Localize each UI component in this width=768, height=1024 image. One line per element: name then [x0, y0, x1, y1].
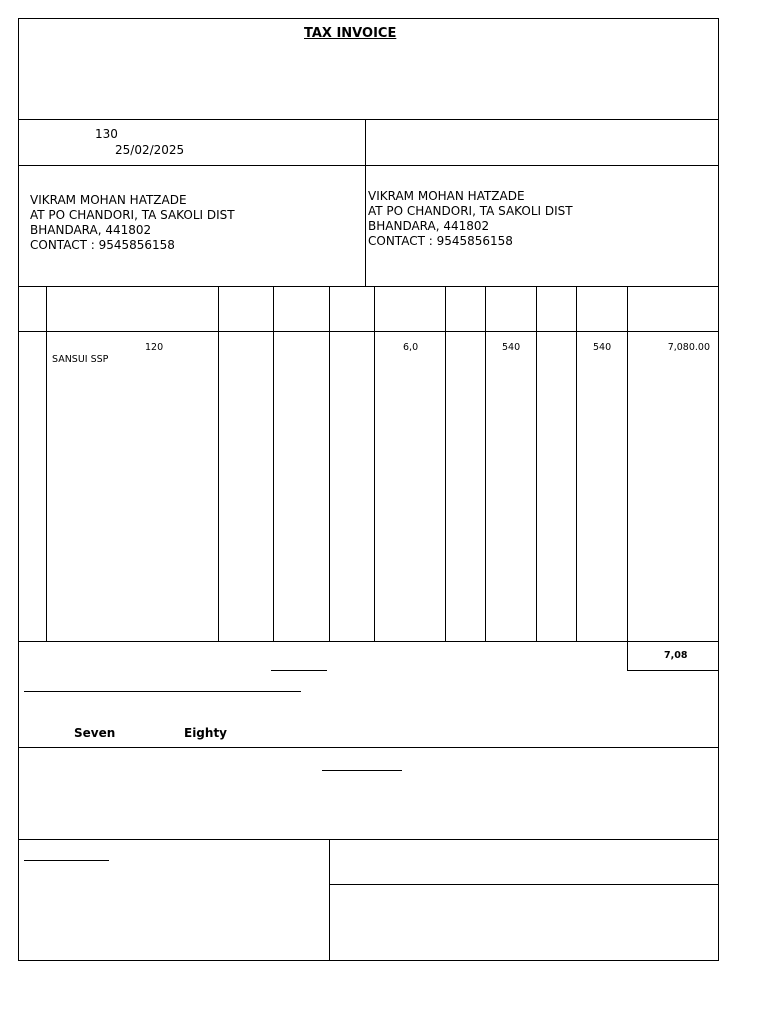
- footer-divider-signature: [329, 884, 719, 885]
- ship-to-address: [368, 189, 573, 249]
- amount-words-2: Eighty: [184, 726, 228, 740]
- table-col-line: [329, 286, 330, 641]
- ship-to-line-2: AT PO CHANDORI, TA SAKOLI DIST: [368, 204, 573, 218]
- table-col-line: [445, 286, 446, 641]
- grand-total: 7,08: [664, 650, 688, 661]
- item-hsn: 120: [145, 342, 164, 353]
- divider-address-vertical: [365, 119, 366, 286]
- ship-to-name: VIKRAM MOHAN HATZADE: [368, 189, 525, 203]
- footer-divider-vertical: [329, 839, 330, 961]
- table-col-line: [46, 286, 47, 641]
- bill-to-contact: CONTACT : 9545856158: [30, 238, 175, 252]
- underline: [322, 770, 402, 771]
- item-amount: 7,080.00: [667, 342, 710, 353]
- invoice-number: 130: [95, 127, 118, 141]
- divider-invoice-info: [18, 165, 719, 166]
- amount-words-1: Seven: [74, 726, 116, 740]
- underline: [271, 670, 327, 671]
- ship-to-line-3: BHANDARA, 441802: [368, 219, 490, 233]
- table-col-line: [627, 286, 628, 641]
- underline: [24, 860, 109, 861]
- invoice-title: TAX INVOICE: [304, 26, 397, 41]
- invoice-date: 25/02/2025: [115, 143, 185, 157]
- divider-table-body: [18, 641, 719, 642]
- table-col-line: [374, 286, 375, 641]
- bill-to-line-2: AT PO CHANDORI, TA SAKOLI DIST: [30, 208, 235, 222]
- item-description: SANSUI SSP: [52, 354, 109, 365]
- table-col-line: [536, 286, 537, 641]
- item-tax-a: 540: [502, 342, 521, 353]
- table-col-line: [576, 286, 577, 641]
- divider-address: [18, 286, 719, 287]
- table-col-line: [273, 286, 274, 641]
- bill-to-address: [30, 193, 235, 253]
- total-box-line: [627, 641, 628, 670]
- bill-to-line-3: BHANDARA, 441802: [30, 223, 152, 237]
- table-col-line: [218, 286, 219, 641]
- invoice-frame: [18, 18, 719, 961]
- divider-words: [18, 747, 719, 748]
- item-rate: 6,0: [403, 342, 419, 353]
- table-col-line: [485, 286, 486, 641]
- item-tax-b: 540: [593, 342, 612, 353]
- divider-table-header: [18, 331, 719, 332]
- divider-header: [18, 119, 719, 120]
- bill-to-name: VIKRAM MOHAN HATZADE: [30, 193, 187, 207]
- underline: [24, 691, 301, 692]
- total-box-line: [627, 670, 719, 671]
- ship-to-contact: CONTACT : 9545856158: [368, 234, 513, 248]
- divider-footer: [18, 839, 719, 840]
